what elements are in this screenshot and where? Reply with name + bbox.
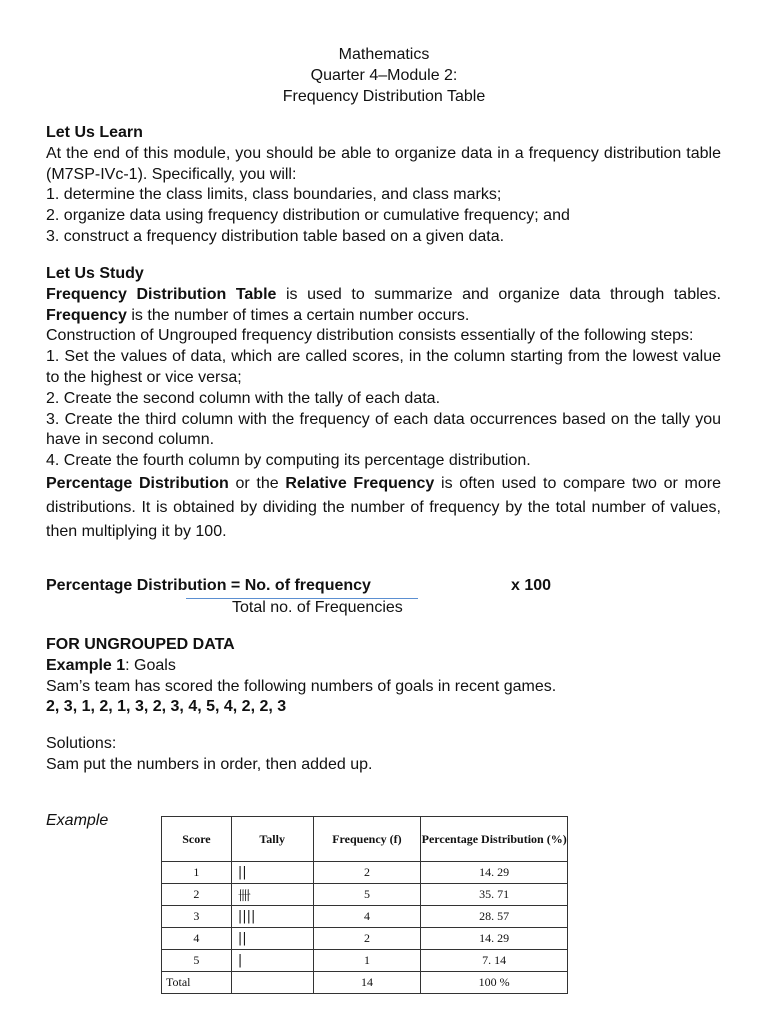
total-tally-cell [231,972,313,994]
total-frequency: 14 [313,972,421,994]
formula-denominator: Total no. of Frequencies [232,599,403,616]
solutions-label: Solutions: [46,735,117,753]
tally-cell: |||| [231,906,313,928]
score-cell: 3 [162,906,232,928]
tally-cell: || [231,862,313,884]
tally-cell: | [231,950,313,972]
percent-cell: 28. 57 [421,906,568,928]
step-item: 3. Create the third column with the frequency of each data occurrences based on the tally you have in second column. [46,410,721,449]
table-row [162,928,568,950]
example-data: 2, 3, 1, 2, 1, 3, 2, 3, 4, 5, 4, 2, 2, 3 [46,698,287,716]
fdt-def: is used to summarize and organize data through tables. [276,285,721,303]
formula-numerator: Percentage Distribution = No. of frequency [46,577,371,594]
percent-cell: 7. 14 [421,950,568,972]
module-title: Quarter 4–Module 2: [310,67,458,84]
fdt-term: Frequency Distribution Table [46,285,277,303]
freq-def: is the number of times a certain number occurs. [126,306,470,324]
table-row [162,884,568,906]
step-item: 4. Create the fourth column by computing its percentage distribution. [46,452,531,470]
example-topic: : Goals [125,656,176,674]
table-row [162,950,568,972]
formula-multiplier: x 100 [511,577,552,594]
percent-cell: 14. 29 [421,928,568,950]
topic-title: Frequency Distribution Table [282,88,486,105]
example-description: Sam’s team has scored the following numbers of goals in recent games. [46,677,557,695]
frequency-cell: 1 [313,950,421,972]
table-total-row [162,972,568,994]
learn-section [46,123,721,248]
learn-item: 1. determine the class limits, class boundaries, and class marks; [46,186,502,204]
learn-intro: At the end of this module, you should be able to organize data in a frequency distribution table (M7SP-IVc-1). Specifically, you will: [46,144,721,183]
example-title [46,656,721,677]
tally-cell: 卌 [231,884,313,906]
ungrouped-heading: FOR UNGROUPED DATA [46,636,235,653]
step-item: 2. Create the second column with the tally of each data. [46,389,441,407]
pd-or: or the [228,474,286,492]
ungrouped-section [46,635,721,776]
frequency-cell: 4 [313,906,421,928]
percent-cell: 14. 29 [421,862,568,884]
freq-term: Frequency [46,306,127,324]
tally-cell: || [231,928,313,950]
frequency-cell: 2 [313,862,421,884]
pd-definition [46,472,721,544]
score-cell: 2 [162,884,232,906]
learn-item: 2. organize data using frequency distribution or cumulative frequency; and [46,207,570,225]
total-percent: 100 % [421,972,568,994]
solutions-text: Sam put the numbers in order, then added up. [46,755,373,773]
score-cell: 4 [162,928,232,950]
header-percentage: Percentage Distribution (%) [421,817,568,862]
header-frequency: Frequency (f) [313,817,421,862]
construction-text: Construction of Ungrouped frequency distribution consists essentially of the following steps: [46,327,694,345]
pd-term: Percentage Distribution [46,474,229,492]
study-heading: Let Us Study [46,265,144,282]
page-header [0,44,768,107]
table-header-row [162,817,568,862]
example-label: Example 1 [46,656,126,674]
learn-heading: Let Us Learn [46,124,143,141]
subject-title: Mathematics [338,46,430,63]
fdt-definition [46,285,721,327]
score-cell: 5 [162,950,232,972]
table-row [162,862,568,884]
study-section [46,264,721,544]
percent-cell: 35. 71 [421,884,568,906]
rf-term: Relative Frequency [285,474,435,492]
table-row [162,906,568,928]
pd-def: is often used to compare two or more distributions. It is obtained by dividing the number of frequency by the total number of values, then multiplying it by 100. [46,474,722,540]
score-cell: 1 [162,862,232,884]
frequency-table [161,816,568,994]
header-score: Score [162,817,232,862]
spacer [46,718,721,734]
step-item: 1. Set the values of data, which are called scores, in the column starting from the lowest value to the highest or vice versa; [46,348,721,386]
learn-item: 3. construct a frequency distribution table based on a given data. [46,227,505,245]
total-label: Total [162,972,232,994]
example-caption: Example [46,812,109,829]
frequency-cell: 5 [313,884,421,906]
frequency-cell: 2 [313,928,421,950]
formula-line [46,577,721,595]
header-tally: Tally [231,817,313,862]
